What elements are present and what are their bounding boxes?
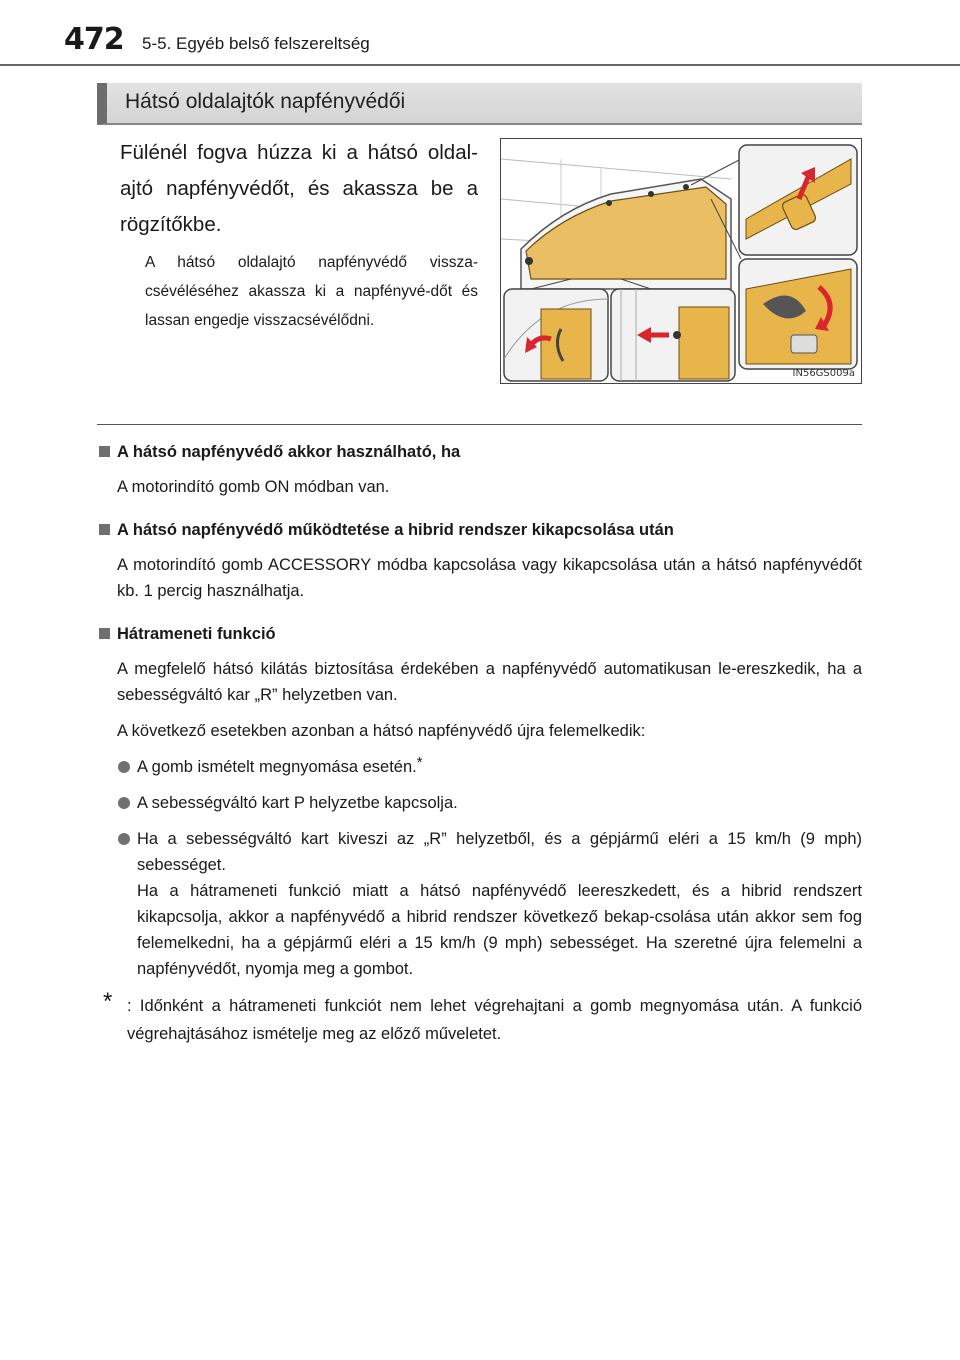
list-item-text: Ha a sebességváltó kart kiveszi az „R” helyzetből, és a gépjármű eléri a 15 km/h (9 mph) sebességet. <box>137 830 862 874</box>
list-item-extra: Ha a hátrameneti funkció miatt a hátsó napfényvédő leereszkedett, és a hibrid rendszert kikapcsolja, akkor a napfényvédő a hibrid rendszer következő bekap-csolása után akkor sem fog felemelkedni, ha a gépjármű eléri a 15 km/h (9 mph) sebességet. Ha szeretné újra felemelni a napfényvédőt, nyomja meg a gombot. <box>137 882 862 978</box>
info-content <box>97 438 862 1048</box>
running-head: 5-5. Egyéb belső felszereltség <box>142 34 370 53</box>
round-bullet-icon <box>118 797 130 809</box>
instruction-note: A hátsó oldalajtó napfényvédő vissza-csévéléséhez akassza ki a napfényvé-dőt és lassan engedje visszacsévélődni. <box>145 254 478 329</box>
header-rule <box>0 64 960 66</box>
page-number: 472 <box>64 22 124 57</box>
info-heading-text: A hátsó napfényvédő akkor használható, ha <box>117 443 461 461</box>
square-bullet-icon <box>99 446 110 457</box>
info-paragraph: A megfelelő hátsó kilátás biztosítása érdekében a napfényvédő automatikusan le-ereszkedik, ha a sebességváltó kar „R” helyzetben van. <box>117 660 862 704</box>
list-item <box>97 754 862 780</box>
section-divider <box>97 424 862 425</box>
round-bullet-icon <box>118 761 130 773</box>
round-bullet-icon <box>118 833 130 845</box>
footnote <box>97 988 862 1048</box>
footnote-asterisk: * <box>103 988 113 1015</box>
list-item-text: A gomb ismételt megnyomása esetén. <box>137 758 417 776</box>
figure-code: IN56GS009a <box>792 368 855 379</box>
info-heading-text: A hátsó napfényvédő működtetése a hibrid rendszer kikapcsolása után <box>117 521 674 539</box>
list-item <box>97 826 862 982</box>
info-paragraph: A motorindító gomb ON módban van. <box>117 478 390 496</box>
list-item-text: A sebességváltó kart P helyzetbe kapcsolja. <box>137 794 458 812</box>
info-heading <box>97 438 862 466</box>
sunshade-drawing <box>501 139 861 383</box>
square-bullet-icon <box>99 628 110 639</box>
info-heading <box>97 620 862 648</box>
list-item <box>97 790 862 816</box>
section-title-bar <box>97 83 862 125</box>
info-heading <box>97 516 862 544</box>
instruction-text: Fülénél fogva húzza ki a hátsó oldal-ajtó napfényvédőt, és akassza be a rögzítőkbe. <box>120 141 478 236</box>
info-heading-text: Hátrameneti funkció <box>117 625 276 643</box>
footnote-marker: * <box>416 754 423 771</box>
sunshade-illustration <box>500 138 862 384</box>
section-title: Hátsó oldalajtók napfényvédői <box>125 90 406 113</box>
square-bullet-icon <box>99 524 110 535</box>
info-paragraph: A motorindító gomb ACCESSORY módba kapcsolása vagy kikapcsolása után a hátsó napfényvédőt kb. 1 percig használhatja. <box>117 556 862 600</box>
footnote-text: : Időnként a hátrameneti funkciót nem lehet végrehajtani a gomb megnyomása után. A funkció végrehajtásához ismételje meg az előző műveletet. <box>127 997 862 1043</box>
info-paragraph: A következő esetekben azonban a hátsó napfényvédő újra felemelkedik: <box>117 722 646 740</box>
